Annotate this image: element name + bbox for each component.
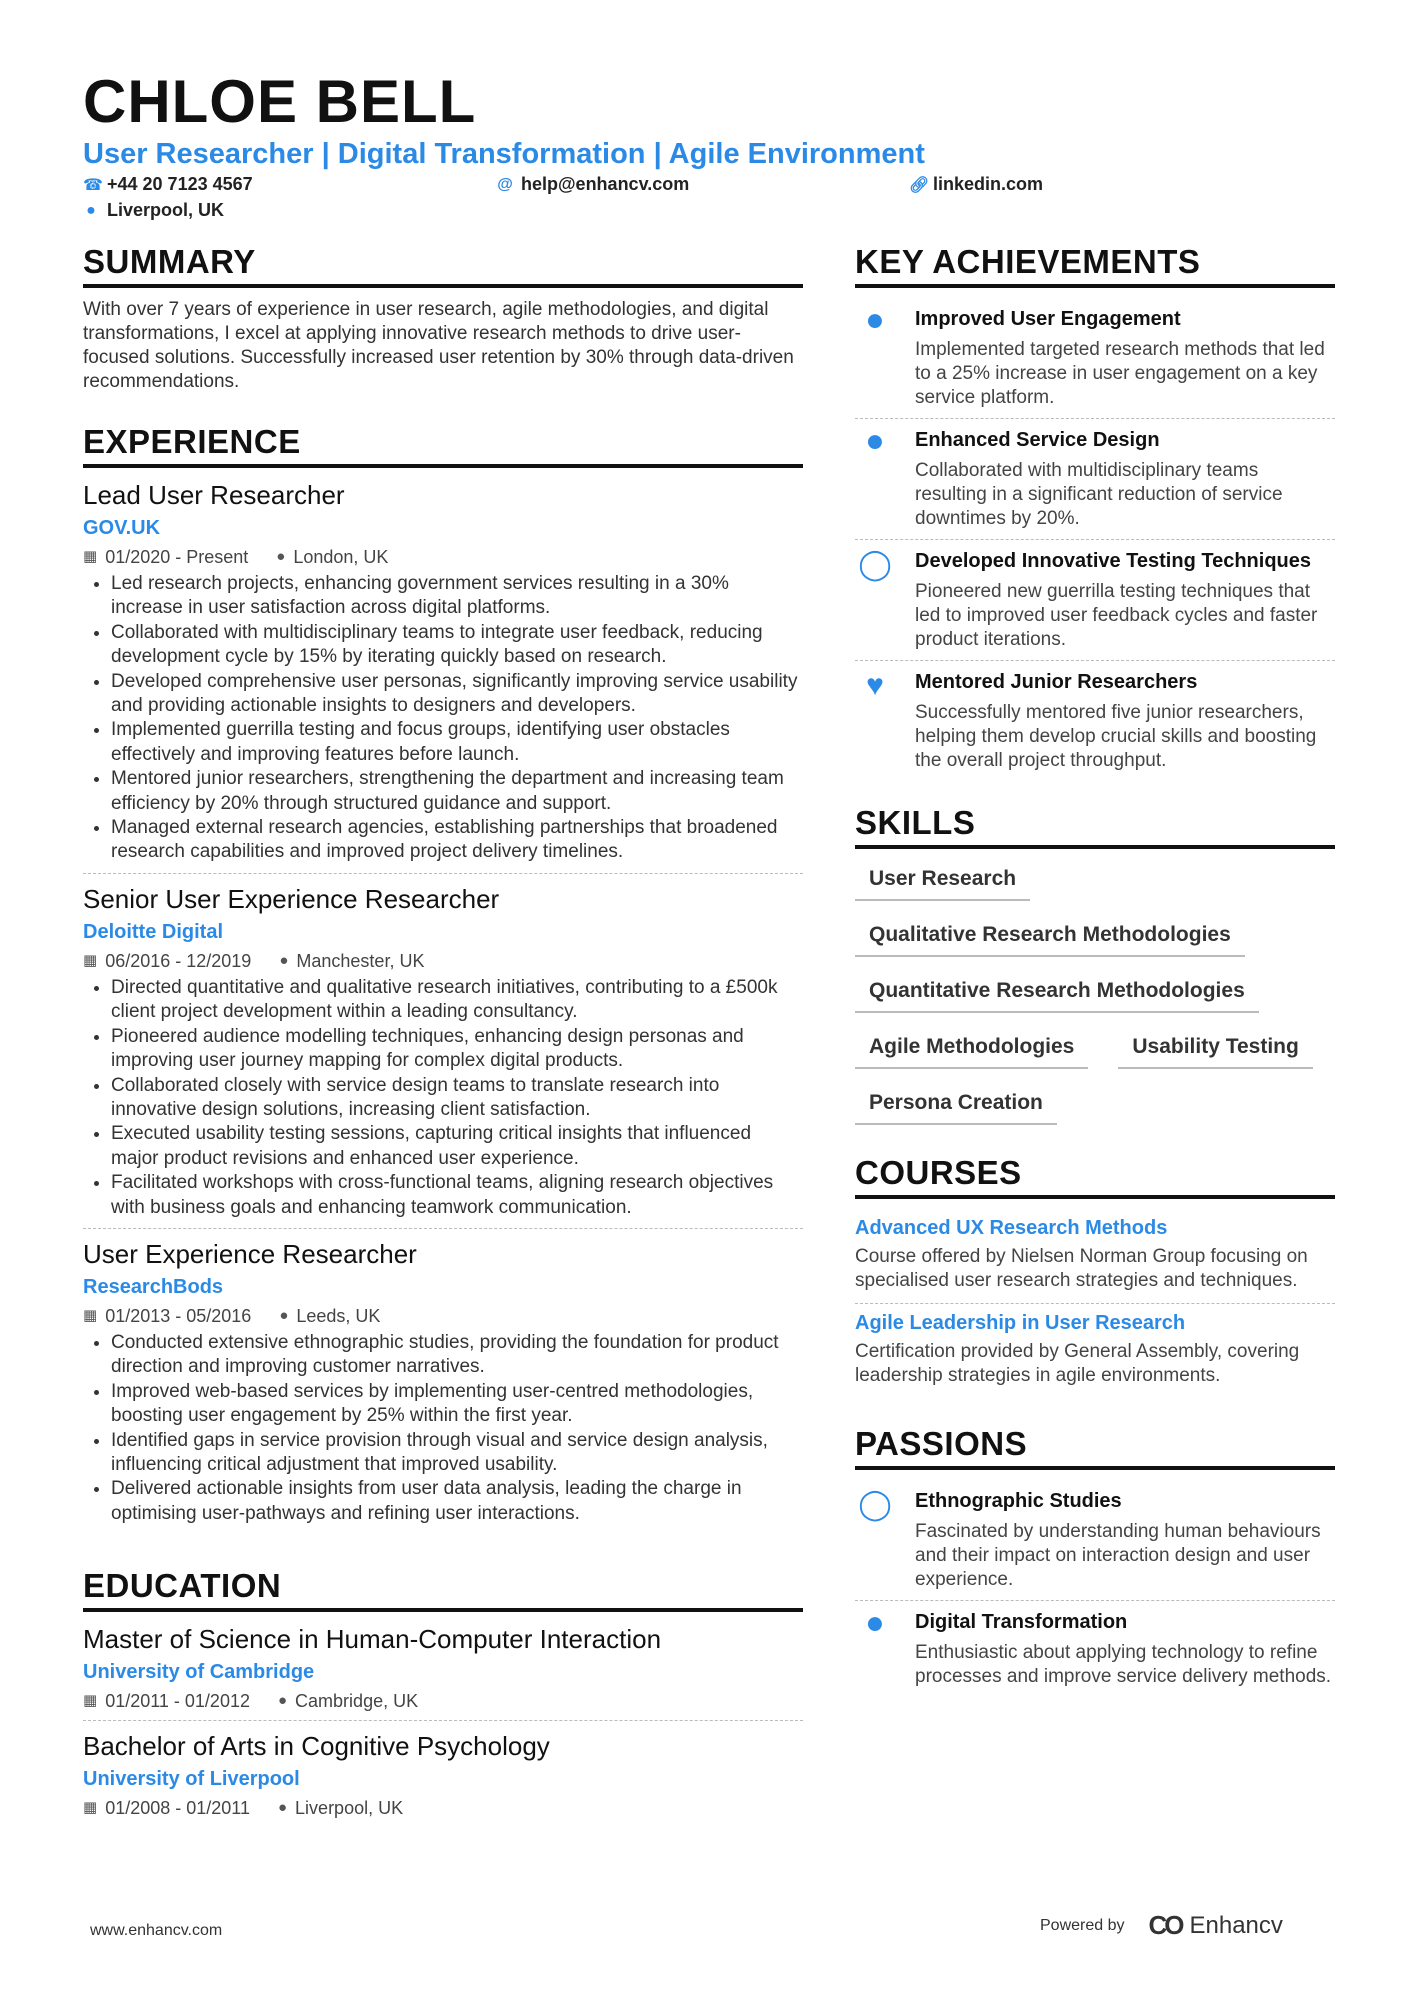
lightbulb-icon: ◯ <box>858 1488 892 1521</box>
job-bullet: • Directed quantitative and qualitative research initiatives, contributing to a £500k client project development within a leading consultancy. <box>111 976 803 1025</box>
linkedin-text[interactable]: linkedin.com <box>933 174 1044 194</box>
course-entry <box>855 1209 1335 1304</box>
candidate-title: User Researcher | Digital Transformation | Agile Environment <box>83 138 925 170</box>
skill-tag: Persona Creation <box>855 1087 1057 1125</box>
location-pin-icon: ● <box>86 201 96 219</box>
job-company: GOV.UK <box>83 517 161 539</box>
job-location <box>276 544 388 570</box>
achievements-desc: Pioneered new guerrilla testing techniques that led to improved user feedback cycles and faster product iterations. <box>915 581 1318 650</box>
job-bullet: • Implemented guerrilla testing and focus groups, identifying user obstacles effectively and improving features before launch. <box>111 718 803 767</box>
degree: Bachelor of Arts in Cognitive Psychology <box>83 1731 550 1762</box>
education-dates <box>83 1795 250 1821</box>
achievements-entry <box>855 540 1335 661</box>
experience-list <box>83 478 803 1534</box>
contact-location <box>83 200 224 221</box>
resume-header <box>83 68 1333 228</box>
contact-phone <box>83 174 253 195</box>
experience-entry <box>83 478 803 874</box>
job-bullet: • Pioneered audience modelling techniques, enhancing design personas and improving user journey mapping for complex digital products. <box>111 1025 803 1074</box>
job-bullet: • Delivered actionable insights from user data analysis, leading the charge in optimising user-pathways and refining user interactions. <box>111 1477 803 1526</box>
education-entry <box>83 1622 803 1721</box>
education-entry <box>83 1729 803 1827</box>
job-company: Deloitte Digital <box>83 920 224 943</box>
phone-text: +44 20 7123 4567 <box>107 174 253 194</box>
brand[interactable] <box>1149 1910 1283 1941</box>
education-location <box>278 1688 418 1714</box>
job-bullet: • Facilitated workshops with cross-functional teams, aligning research objectives with business goals and enhancing teamwork communication. <box>111 1171 803 1220</box>
heart-icon: ♥ <box>866 669 884 702</box>
link-icon: 🔗︎ <box>909 176 930 194</box>
education-location-text: Liverpool, UK <box>295 1798 404 1819</box>
job-bullets <box>83 1331 803 1526</box>
skill-tag: Quantitative Research Methodologies <box>855 975 1259 1013</box>
calendar-icon: ▦ <box>83 951 98 969</box>
job-meta <box>83 948 803 974</box>
calendar-icon: ▦ <box>83 1306 98 1324</box>
job-bullet: • Collaborated closely with service design teams to translate research into innovative design solutions, increasing client satisfaction. <box>111 1074 803 1123</box>
education-meta <box>83 1795 803 1821</box>
footer-branding <box>1040 1910 1283 1941</box>
achievements-entry <box>855 661 1335 781</box>
education-location-text: Cambridge, UK <box>295 1691 419 1712</box>
powered-by-text: Powered by <box>1040 1916 1125 1934</box>
passions-title: Ethnographic Studies <box>915 1490 1122 1512</box>
head-icon: ⚫ <box>862 427 888 460</box>
job-location-text: London, UK <box>293 547 389 567</box>
course-title: Advanced UX Research Methods <box>855 1217 1168 1239</box>
job-dates <box>83 948 251 974</box>
email-text[interactable]: help@enhancv.com <box>521 174 690 194</box>
achievements-title: Improved User Engagement <box>915 308 1181 330</box>
summary-text: With over 7 years of experience in user research, agile methodologies, and digital transformations, I excel at applying innovative research methods to drive user-focused solutions. Successfully increased user retention by 30% through data-driven recommendations. <box>83 299 794 392</box>
job-location <box>279 1303 380 1329</box>
skills-heading: SKILLS <box>855 803 1335 849</box>
courses-heading: COURSES <box>855 1153 1335 1199</box>
at-icon: @ <box>497 175 513 193</box>
enhancv-logo-icon: CO <box>1148 1910 1182 1940</box>
skill-tag: User Research <box>855 863 1030 901</box>
calendar-icon: ▦ <box>83 1799 98 1817</box>
job-company: ResearchBods <box>83 1275 224 1298</box>
courses-list <box>855 1209 1335 1398</box>
job-bullet: • Led research projects, enhancing government services resulting in a 30% increase in user satisfaction across digital platforms. <box>111 572 803 621</box>
job-bullet: • Managed external research agencies, establishing partnerships that broadened research capabilities and improved project delivery timelines. <box>111 816 803 865</box>
job-bullet: • Developed comprehensive user personas, significantly improving service usability and providing actionable insights to designers and developers. <box>111 670 803 719</box>
job-meta <box>83 544 803 570</box>
passions-entry <box>855 1601 1335 1697</box>
job-location-text: Manchester, UK <box>296 950 425 971</box>
skill-tag: Qualitative Research Methodologies <box>855 919 1245 957</box>
job-dates-text: 06/2016 - 12/2019 <box>105 950 252 971</box>
passions-title: Digital Transformation <box>915 1611 1128 1633</box>
achievements-list <box>855 298 1335 781</box>
achievements-heading: KEY ACHIEVEMENTS <box>855 242 1335 288</box>
achievements-desc: Collaborated with multidisciplinary teams resulting in a significant reduction of service downtimes by 20%. <box>915 460 1283 529</box>
job-bullets <box>83 572 803 865</box>
contact-linkedin[interactable] <box>909 174 1043 195</box>
passions-list <box>855 1480 1335 1697</box>
passions-heading: PASSIONS <box>855 1424 1335 1470</box>
course-desc: Certification provided by General Assembly, covering leadership strategies in agile environments. <box>855 1341 1300 1386</box>
right-column <box>855 242 1335 1697</box>
phone-icon: ☎ <box>83 176 103 194</box>
education-dates <box>83 1688 250 1714</box>
location-pin-icon: ● <box>276 548 286 565</box>
achievements-desc: Successfully mentored five junior researchers, helping them develop crucial skills and boosting the overall project throughput. <box>915 702 1317 771</box>
achievements-desc: Implemented targeted research methods that led to a 25% increase in user engagement on a key service platform. <box>915 339 1325 408</box>
education-meta <box>83 1688 803 1714</box>
lightbulb-icon: ◯ <box>858 548 892 581</box>
experience-entry <box>83 882 803 1229</box>
job-bullet: • Conducted extensive ethnographic studies, providing the foundation for product direction and improving customer narratives. <box>111 1331 803 1380</box>
head-icon: ⚫ <box>862 1609 888 1642</box>
summary-heading: SUMMARY <box>83 242 803 288</box>
job-bullet: • Collaborated with multidisciplinary teams to integrate user feedback, reducing development cycle by 15% by iterating quickly based on research. <box>111 621 803 670</box>
degree: Master of Science in Human-Computer Interaction <box>83 1624 662 1655</box>
job-bullets <box>83 976 803 1220</box>
location-text: Liverpool, UK <box>107 200 225 220</box>
job-dates-text: 01/2020 - Present <box>105 547 249 567</box>
job-role: Lead User Researcher <box>83 480 345 510</box>
achievements-entry <box>855 419 1335 540</box>
education-location <box>278 1795 403 1821</box>
passions-entry <box>855 1480 1335 1601</box>
candidate-name: CHLOE BELL <box>83 68 477 135</box>
calendar-icon: ▦ <box>83 548 98 565</box>
school: University of Cambridge <box>83 1661 315 1684</box>
job-dates-text: 01/2013 - 05/2016 <box>105 1305 252 1326</box>
course-entry <box>855 1304 1335 1398</box>
footer-website[interactable]: www.enhancv.com <box>90 1922 223 1939</box>
job-bullet: • Identified gaps in service provision through visual and service design analysis, influencing critical adjustment that improved usability. <box>111 1429 803 1478</box>
job-dates <box>83 1303 251 1329</box>
achievements-title: Developed Innovative Testing Techniques <box>915 550 1312 572</box>
job-meta <box>83 1303 803 1329</box>
school: University of Liverpool <box>83 1768 300 1791</box>
education-dates-text: 01/2011 - 01/2012 <box>105 1691 250 1712</box>
job-role: User Experience Researcher <box>83 1238 417 1269</box>
education-dates-text: 01/2008 - 01/2011 <box>105 1798 250 1819</box>
location-pin-icon: ● <box>277 1692 288 1710</box>
job-bullet: • Executed usability testing sessions, capturing critical insights that influenced major product revisions and enhanced user experience. <box>111 1122 803 1171</box>
education-heading: EDUCATION <box>83 1566 803 1612</box>
skill-tag: Usability Testing <box>1118 1031 1312 1069</box>
course-desc: Course offered by Nielsen Norman Group focusing on specialised user research strategies and techniques. <box>855 1246 1308 1291</box>
job-dates <box>83 544 248 570</box>
job-location-text: Leeds, UK <box>296 1305 381 1326</box>
brand-name: Enhancv <box>1189 1911 1283 1939</box>
job-location <box>279 948 424 974</box>
contact-email[interactable] <box>497 174 689 195</box>
skill-tag: Agile Methodologies <box>855 1031 1088 1069</box>
course-title: Agile Leadership in User Research <box>855 1312 1186 1334</box>
location-pin-icon: ● <box>279 951 289 969</box>
calendar-icon: ▦ <box>83 1692 98 1710</box>
left-column <box>83 242 803 1835</box>
head-icon: ⚫ <box>862 306 888 339</box>
passions-desc: Enthusiastic about applying technology to refine processes and improve service delivery methods. <box>915 1642 1332 1687</box>
achievements-title: Mentored Junior Researchers <box>915 671 1198 693</box>
achievements-title: Enhanced Service Design <box>915 429 1160 451</box>
contact-info <box>83 174 1333 228</box>
job-bullet: • Mentored junior researchers, strengthening the department and increasing team efficiency by 20% through structured guidance and support. <box>111 767 803 816</box>
education-list <box>83 1622 803 1827</box>
job-role: Senior User Experience Researcher <box>83 883 500 914</box>
location-pin-icon: ● <box>277 1799 288 1817</box>
location-pin-icon: ● <box>279 1306 289 1324</box>
job-bullet: • Improved web-based services by implementing user-centred methodologies, boosting user engagement by 25% within the first year. <box>111 1380 803 1429</box>
passions-desc: Fascinated by understanding human behaviours and their impact on interaction design and user experience. <box>915 1521 1321 1590</box>
skills-list <box>855 863 1335 1125</box>
achievements-entry <box>855 298 1335 419</box>
experience-heading: EXPERIENCE <box>83 422 803 468</box>
experience-entry <box>83 1237 803 1534</box>
